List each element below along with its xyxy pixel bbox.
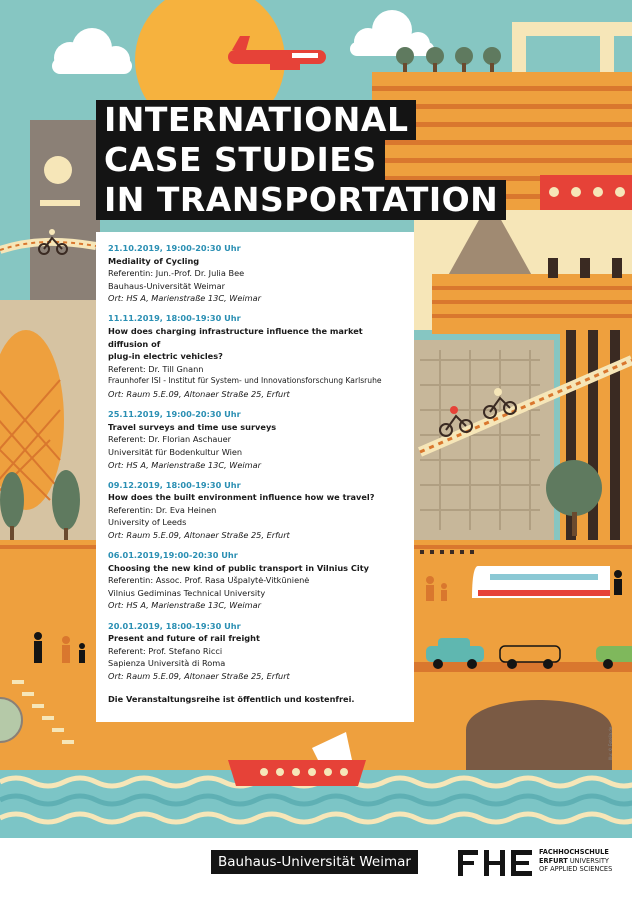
train-icon	[472, 566, 610, 598]
event-speaker: Referent: Dr. Florian Aschauer	[108, 434, 231, 445]
event-3	[108, 408, 402, 471]
event-location: Ort: HS A, Marienstraße 13C, Weimar	[108, 600, 262, 611]
event-speaker: Referent: Prof. Stefano Ricci	[108, 645, 223, 656]
fhe-line-2	[539, 857, 612, 866]
bauhaus-logo: Bauhaus-Universität Weimar	[211, 850, 418, 874]
event-date: 21.10.2019, 19:00-20:30 Uhr	[108, 243, 241, 253]
event-title: How does the built environment influence how we travel?	[108, 492, 375, 503]
event-speaker: Referentin: Dr. Eva Heinen	[108, 504, 217, 515]
fhe-mark-text: FHE	[458, 848, 460, 849]
event-title: Travel surveys and time use surveys	[108, 421, 277, 432]
walker-icon	[614, 570, 622, 595]
event-location: Ort: Raum 5.E.09, Altonaer Straße 25, Erfurt	[108, 670, 290, 681]
title-line-3: IN TRANSPORTATION	[96, 180, 506, 220]
event-location: Ort: HS A, Marienstraße 13C, Weimar	[108, 459, 262, 470]
event-date: 06.01.2019,19:00-20:30 Uhr	[108, 550, 238, 561]
event-institution: Universität für Bodenkultur Wien	[108, 446, 243, 457]
event-title: How does charging infrastructure influence the market diffusion of	[108, 326, 363, 349]
event-institution: Sapienza Università di Roma	[108, 658, 226, 669]
event-2	[108, 312, 402, 400]
event-institution: Vilnius Gediminas Technical University	[108, 587, 266, 598]
event-title-continued: plug-in electric vehicles?	[108, 351, 223, 362]
tree-right	[546, 460, 602, 516]
fhe-line-2-bold: ERFURT	[539, 856, 568, 865]
event-date: 20.01.2019, 18:00-19:30 Uhr	[108, 620, 241, 631]
event-date: 09.12.2019, 18:00-19:30 Uhr	[108, 479, 241, 490]
event-5	[108, 549, 402, 612]
event-location: Ort: Raum 5.E.09, Altonaer Straße 25, Erfurt	[108, 529, 290, 540]
event-title: Present and future of rail freight	[108, 633, 260, 644]
event-location: Ort: HS A, Marienstraße 13C, Weimar	[108, 293, 262, 304]
fhe-logo-icon	[458, 848, 534, 878]
event-1	[108, 242, 402, 305]
illustration-credit: Illu: © Fotolia.de	[608, 726, 613, 760]
event-date: 25.11.2019, 19:00-20:30 Uhr	[108, 409, 241, 420]
event-6	[108, 620, 402, 683]
event-location: Ort: Raum 5.E.09, Altonaer Straße 25, Erfurt	[108, 389, 290, 400]
event-speaker: Referentin: Assoc. Prof. Rasa Ušpalytė-Vitkūnienė	[108, 575, 310, 586]
event-title: Mediality of Cycling	[108, 255, 200, 266]
public-event-note: Die Veranstaltungsreihe ist öffentlich und kostenfrei.	[108, 693, 355, 704]
fhe-line-2-rest: UNIVERSITY	[567, 856, 609, 865]
event-4	[108, 479, 402, 542]
event-speaker: Referentin: Jun.-Prof. Dr. Julia Bee	[108, 268, 245, 279]
fhe-wordmark	[539, 848, 612, 874]
event-institution: Fraunhofer ISI - Institut für System- und Innovationsforschung Karlsruhe	[108, 376, 382, 386]
fhe-line-1: FACHHOCHSCHULE	[539, 848, 609, 856]
event-title: Choosing the new kind of public transport in Vilnius City	[108, 562, 369, 573]
event-institution: Bauhaus-Universität Weimar	[108, 280, 226, 291]
title-line-2: CASE STUDIES	[96, 140, 385, 180]
bridge-arch	[466, 700, 612, 770]
event-institution: University of Leeds	[108, 517, 187, 528]
event-date: 11.11.2019, 18:00-19:30 Uhr	[108, 313, 241, 324]
event-speaker: Referent: Dr. Till Gnann	[108, 363, 204, 374]
fhe-line-3: OF APPLIED SCIENCES	[539, 865, 613, 874]
event-schedule-card	[96, 232, 414, 722]
title-line-1: INTERNATIONAL	[96, 100, 416, 140]
